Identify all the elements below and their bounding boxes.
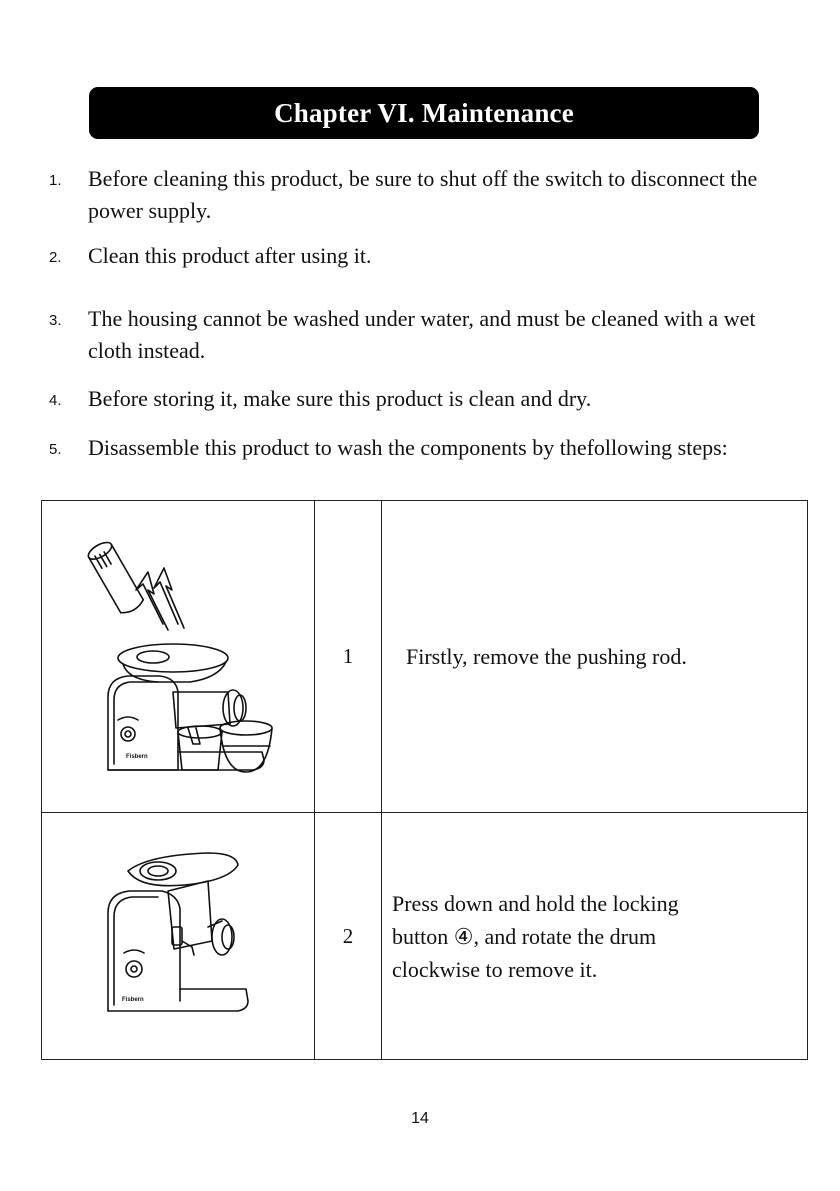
step-number: 1	[315, 501, 382, 813]
instruction-number: 1.	[49, 172, 62, 189]
step-description-cell	[382, 501, 808, 813]
instruction-number: 3.	[49, 312, 62, 329]
table-row	[42, 813, 808, 1060]
instruction-number: 5.	[49, 441, 62, 458]
step-number: 2	[315, 813, 382, 1060]
instruction-number: 2.	[49, 249, 62, 266]
chapter-header	[89, 87, 759, 139]
brand-label: Fisbern	[122, 997, 144, 1003]
chapter-title: Chapter VI. Maintenance	[274, 97, 574, 128]
illustration-cell	[42, 813, 315, 1060]
instruction-number: 4.	[49, 392, 62, 409]
instruction-text: Before cleaning this product, be sure to shut off the switch to disconnect the power supply.	[88, 166, 758, 223]
step-description-cell	[382, 813, 808, 1060]
illustration-cell	[42, 501, 315, 813]
instruction-text: The housing cannot be washed under water, and must be cleaned with a wet cloth instead.	[88, 306, 756, 363]
instruction-text: Before storing it, make sure this product is clean and dry.	[88, 386, 592, 411]
juicer-drum-removal-icon	[88, 841, 268, 1031]
step-description: Press down and hold the locking button ④, and rotate the drum clockwise to remove it.	[392, 890, 679, 982]
disassembly-steps-table	[41, 500, 808, 1060]
page-number: 14	[411, 1110, 429, 1127]
instruction-text: Clean this product after using it.	[88, 243, 372, 268]
table-row	[42, 501, 808, 813]
brand-label: Fisbern	[126, 753, 148, 760]
instruction-text: Disassemble this product to wash the components by thefollowing steps:	[88, 435, 728, 460]
step-description: Firstly, remove the pushing rod.	[406, 643, 687, 669]
juicer-pushing-rod-removal-icon	[78, 532, 278, 782]
